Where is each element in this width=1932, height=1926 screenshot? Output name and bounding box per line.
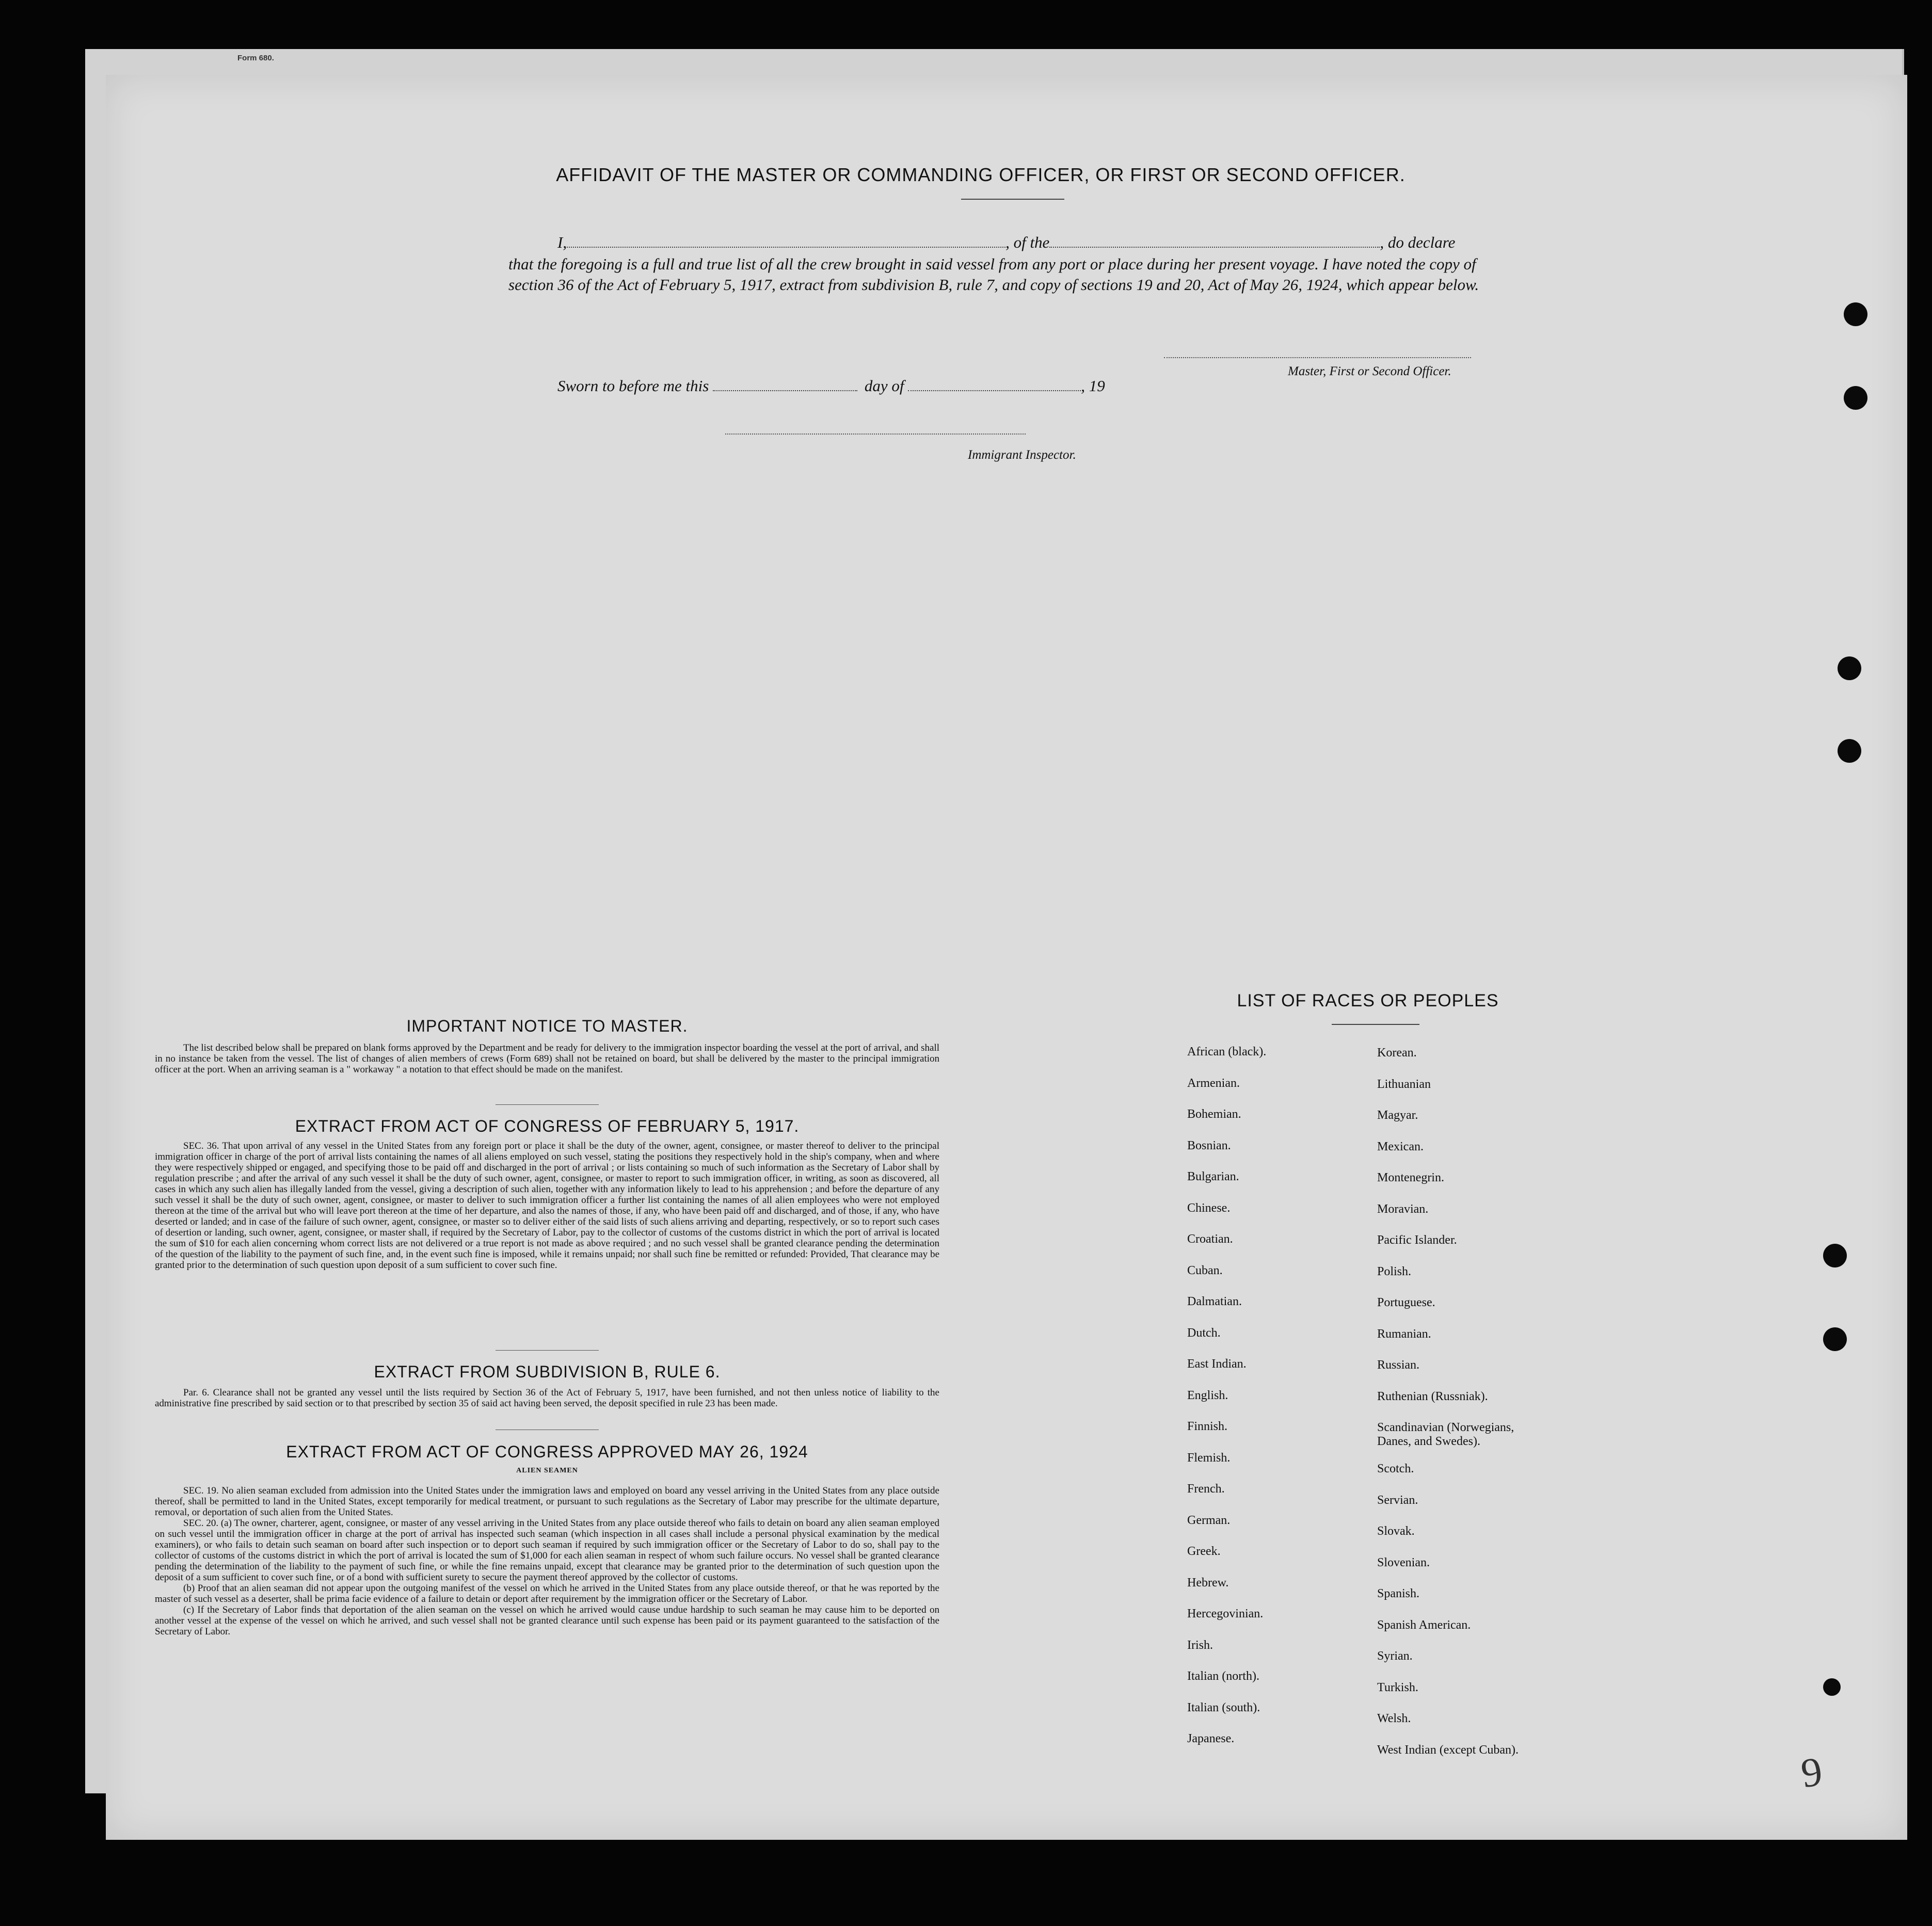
race-item: Portuguese.	[1377, 1296, 1435, 1309]
section-divider	[496, 1350, 599, 1351]
race-item: Dalmatian.	[1187, 1295, 1242, 1308]
race-item: Slovenian.	[1377, 1555, 1430, 1569]
declaration-line	[508, 232, 1515, 253]
form-number: Form 680.	[237, 54, 274, 62]
race-item: Russian.	[1377, 1358, 1420, 1372]
inspector-label: Immigrant Inspector.	[968, 448, 1076, 462]
inspector-signature-line[interactable]	[725, 434, 1026, 435]
sworn-line	[557, 377, 1105, 395]
master-signature-line[interactable]	[1164, 357, 1471, 358]
race-item: East Indian.	[1187, 1357, 1247, 1371]
race-item: Turkish.	[1377, 1680, 1418, 1694]
punch-hole	[1823, 1678, 1841, 1696]
race-item: Moravian.	[1377, 1202, 1429, 1216]
race-item: Bohemian.	[1187, 1108, 1241, 1121]
race-item: Scotch.	[1377, 1462, 1414, 1475]
race-item: Spanish.	[1377, 1587, 1420, 1600]
race-item: Syrian.	[1377, 1649, 1413, 1663]
important-notice-text	[155, 1042, 939, 1075]
important-notice-title: IMPORTANT NOTICE TO MASTER.	[406, 1017, 688, 1035]
race-item: Ruthenian (Russniak).	[1377, 1389, 1488, 1403]
extract-rule6-title: EXTRACT FROM SUBDIVISION B, RULE 6.	[374, 1362, 721, 1381]
race-item: Pacific Islander.	[1377, 1233, 1457, 1247]
race-item: Montenegrin.	[1377, 1171, 1444, 1184]
race-item: English.	[1187, 1388, 1228, 1402]
declaration-text: that the foregoing is a full and true list of all the crew brought in said vessel from any port or place during her present voyage. I have noted the copy of section 36 of the Act of February 5, 1917, extract from subdivision B, rule 7, and copy of sections 19 and 20, Act of May 26, 1924, which appear below.	[508, 255, 1479, 294]
race-item: Polish.	[1377, 1264, 1412, 1278]
vessel-name-blank[interactable]	[1049, 247, 1380, 248]
race-item: Dutch.	[1187, 1326, 1221, 1340]
punch-hole	[1844, 386, 1867, 410]
title-underline	[961, 199, 1064, 200]
races-title: LIST OF RACES OR PEOPLES	[1237, 991, 1499, 1010]
race-item: Slovak.	[1377, 1524, 1415, 1538]
race-item: Mexican.	[1377, 1139, 1424, 1153]
declaration-block	[508, 232, 1515, 295]
punch-hole	[1838, 656, 1861, 680]
race-item: Flemish.	[1187, 1451, 1231, 1465]
races-title-underline	[1332, 1024, 1419, 1025]
race-item: Hebrew.	[1187, 1576, 1229, 1590]
day-of-label: day of	[864, 377, 904, 395]
race-item: Scandinavian (Norwegians, Danes, and Swedes).	[1377, 1421, 1514, 1448]
affidavit-title: AFFIDAVIT OF THE MASTER OR COMMANDING OFFICER, OR FIRST OR SECOND OFFICER.	[556, 164, 1406, 185]
race-item: African (black).	[1187, 1045, 1267, 1058]
section-20b-body: (b) Proof that an alien seaman did not appear upon the outgoing manifest of the vessel on which he arrived in the United States from any place outside thereof, or that he was reported by the master of such vessel as a deserter, shall be prima facie evidence of a failure to detain or deport after requirement by the immigration officer or the Secretary of Labor.	[155, 1583, 939, 1604]
race-item: Japanese.	[1187, 1732, 1235, 1745]
race-item: German.	[1187, 1513, 1231, 1527]
race-item: Bosnian.	[1187, 1138, 1231, 1152]
section-20a-body: SEC. 20. (a) The owner, charterer, agent, consignee, or master of any vessel arriving in the United States from any place outside thereof who fails to detain on board any alien seaman employed on such vessel until the immigration officer in charge at the port of arrival has inspected such seaman (which inspection in all cases shall include a personal physical examination by the medical examiners), or who fails to detain such seaman on board after such inspection or to deport such seaman if required by such immigration officer or the Secretary of Labor to do so, shall pay to the collector of customs of the customs district in which the port of arrival is located the sum of $1,000 for each alien seaman in respect of whom such failure occurs. No vessel shall be granted clearance pending the determination of the liability to the payment of such fine, or while the fine remains unpaid, except that clearance may be granted prior to the determination of such question upon the deposit of a sum sufficient to cover such fine, or of a bond with sufficient surety to secure the payment thereof approved by the collector of customs.	[155, 1518, 939, 1583]
race-item: Italian (north).	[1187, 1670, 1259, 1683]
declarant-prefix: I,	[557, 233, 567, 251]
race-item: Magyar.	[1377, 1109, 1418, 1122]
race-item: Spanish American.	[1377, 1618, 1471, 1632]
sworn-prefix: Sworn to before me this	[557, 377, 709, 395]
race-item: Finnish.	[1187, 1420, 1228, 1433]
race-item: Greek.	[1187, 1545, 1221, 1558]
race-item: Rumanian.	[1377, 1327, 1431, 1341]
race-item: Bulgarian.	[1187, 1170, 1239, 1183]
punch-hole	[1823, 1327, 1847, 1351]
race-item: Croatian.	[1187, 1232, 1233, 1246]
race-item: French.	[1187, 1482, 1225, 1496]
race-item: West Indian (except Cuban).	[1377, 1743, 1519, 1757]
alien-seamen-subtitle: ALIEN SEAMEN	[516, 1467, 578, 1474]
page-corner-mark: 9	[1798, 1748, 1825, 1797]
sworn-day-blank[interactable]	[713, 390, 857, 391]
extract-1924-title: EXTRACT FROM ACT OF CONGRESS APPROVED MAY 26, 1924	[286, 1442, 808, 1461]
race-item: Armenian.	[1187, 1076, 1240, 1090]
do-declare-label: , do declare	[1380, 233, 1456, 251]
rule-6-body: Par. 6. Clearance shall not be granted any vessel until the lists required by Section 36 of the Act of February 5, 1917, have been furnished, and not then unless notice of liability to the administrative fine prescribed by said section or to that prescribed by section 35 of said act having been served, the deposit specified in rule 23 has been made.	[155, 1387, 939, 1409]
section-divider	[496, 1104, 599, 1105]
important-notice-body: The list described below shall be prepared on blank forms approved by the Department and be ready for delivery to the immigration inspector boarding the vessel at the port of arrival, and shall in no instance be taken from the vessel. The list of changes of alien members of crews (Form 689) shall not be retained on board, but shall be delivered by the master to the principal immigration officer at the port. When an arriving seaman is a " workaway " a notation to that effect should be made on the manifest.	[155, 1042, 939, 1075]
race-item: Servian.	[1377, 1493, 1418, 1507]
officer-name-blank[interactable]	[567, 247, 1005, 248]
race-item: Hercegovinian.	[1187, 1607, 1264, 1620]
section-36-body: SEC. 36. That upon arrival of any vessel in the United States from any foreign port or place it shall be the duty of the owner, agent, consignee, or master thereof to deliver to the principal immigration officer in charge of the port of arrival lists containing the names of all aliens employed on such vessel, stating the positions they respectively hold in the ship's company, when and where they were respectively shipped or engaged, and specifying those to be paid off and discharged in the port of arrival ; or lists containing so much of such information as the Secretary of Labor shall by regulation prescribe ; and after the arrival of any such vessel it shall be the duty of such owner, agent, consignee, or master to report to such immigration officer, in writing, as soon as discovered, all cases in which any such alien has illegally landed from the vessel, giving a description of such alien, together with any information likely to lead to his apprehension ; and before the departure of any such vessel it shall be the duty of such owner, agent, consignee, or master to deliver to such immigration officer a further list containing the names of all alien employees who were not employed thereon at the time of the arrival but who will leave port thereon at the time of her departure, and also the names of those, if any, who have been paid off and discharged, and of those, if any, who have deserted or landed; and in case of the failure of such owner, agent, consignee, or master so to deliver either of the said lists of such aliens arriving and departing, respectively, or so to report such cases of desertion or landing, such owner, agent, consignee, or master shall, if required by the Secretary of Labor, pay to the collector of customs of the customs district in which the port of arrival is located the sum of $10 for each alien concerning whom correct lists are not delivered or a true report is not made as above required ; and no such vessel shall be granted clearance pending the determination of the question of the liability to the payment of such fine, and, in the event such fine is imposed, while it remains unpaid; nor shall such fine be remitted or refunded: Provided, That clearance may be granted prior to the determination of such question upon deposit of a sum sufficient to cover such fine.	[155, 1141, 939, 1271]
race-item: Italian (south).	[1187, 1700, 1260, 1714]
sworn-month-blank[interactable]	[908, 390, 1081, 391]
race-item: Irish.	[1187, 1638, 1213, 1652]
extract-1917-text	[155, 1141, 939, 1271]
extract-rule6-text	[155, 1387, 939, 1409]
race-item: Korean.	[1377, 1046, 1417, 1060]
section-19-body: SEC. 19. No alien seaman excluded from admission into the United States under the immigration laws and employed on board any vessel arriving in the United States from any place outside thereof, shall be permitted to land in the United States, except temporarily for medical treatment, or pursuant to such regulations as the Secretary of Labor may prescribe for the ultimate departure, removal, or deportation of such alien from the United States.	[155, 1485, 939, 1518]
master-signature-label: Master, First or Second Officer.	[1288, 364, 1451, 378]
race-item: Lithuanian	[1377, 1077, 1431, 1091]
race-item: Welsh.	[1377, 1712, 1411, 1725]
section-20c-body: (c) If the Secretary of Labor finds that deportation of the alien seaman on the vessel on which he arrived would cause undue hardship to such seaman he may cause him to be deported on another vessel at the expense of the vessel on which he arrived, and such vessel shall not be granted clearance until such expense has been paid or its payment guaranteed to the satisfaction of the Secretary of Labor.	[155, 1604, 939, 1637]
race-item: Chinese.	[1187, 1201, 1231, 1215]
punch-hole	[1823, 1244, 1847, 1267]
extract-1924-text	[155, 1485, 939, 1637]
race-item: Cuban.	[1187, 1263, 1223, 1277]
of-the-label: , of the	[1005, 233, 1050, 251]
extract-1917-title: EXTRACT FROM ACT OF CONGRESS OF FEBRUARY 5, 1917.	[295, 1117, 800, 1135]
punch-hole	[1838, 739, 1861, 763]
year-label: , 19	[1081, 377, 1105, 395]
punch-hole	[1844, 302, 1867, 326]
